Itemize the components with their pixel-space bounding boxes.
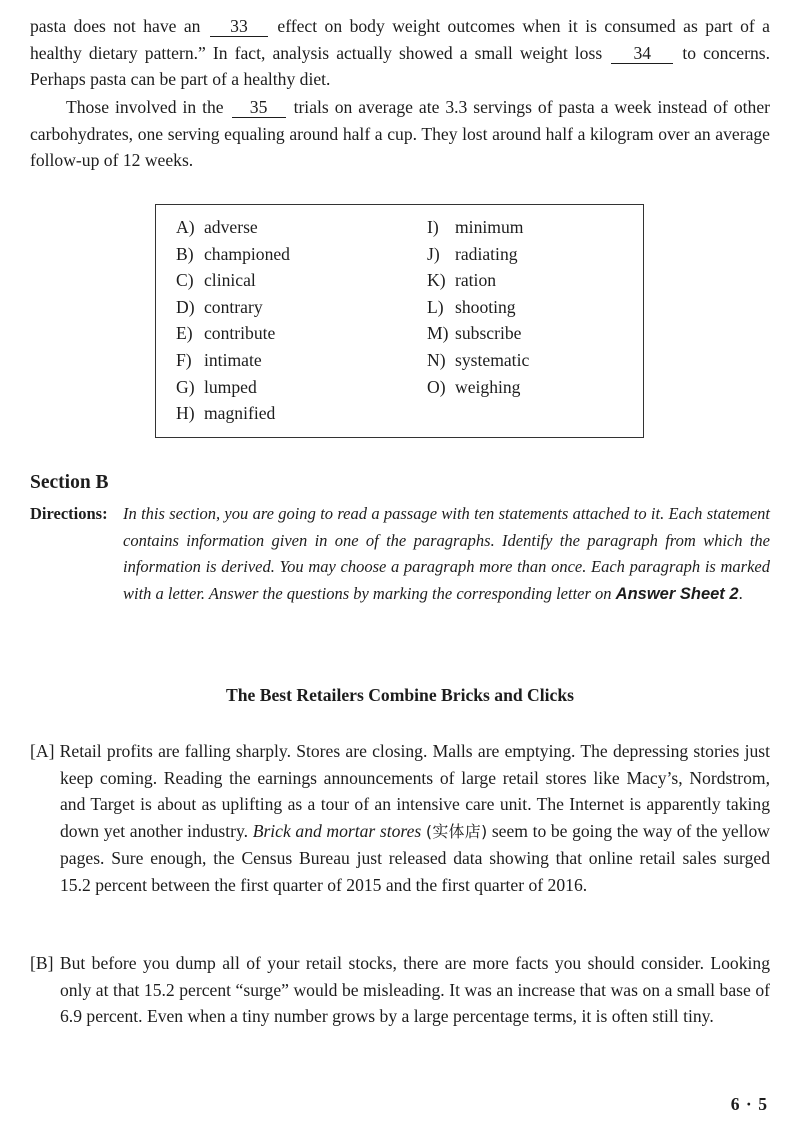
word-bank-right-column: [427, 214, 529, 400]
option-word: intimate: [204, 349, 262, 370]
paragraph-a-chinese-gloss: (实体店): [425, 821, 488, 841]
intro-paragraph-1: [30, 13, 770, 93]
word-option: [427, 294, 529, 321]
option-word: lumped: [204, 376, 257, 397]
word-option: [427, 374, 529, 401]
paragraph-a-italic: Brick and mortar stores: [252, 820, 422, 841]
paragraph-a: [30, 738, 770, 898]
intro-text: Perhaps pasta can be part of a healthy diet.: [30, 69, 331, 89]
paragraph-b-text: [B] But before you dump all of your retail stocks, there are more facts you should consider. Looking only at that 15.2 percent “surge” would be misleading. It was an increase that was on a small base of 6.9 percent. Even when a tiny number grows by a large percentage terms, it is often still tiny.: [30, 953, 770, 1026]
option-letter: G): [176, 376, 195, 397]
option-letter: L): [427, 296, 444, 317]
word-option: [176, 294, 290, 321]
intro-text: healthy dietary pattern.” In fact, analysis actually showed a small weight loss: [30, 42, 603, 63]
option-letter: M): [427, 323, 449, 344]
option-word: minimum: [455, 217, 524, 237]
option-letter: I): [427, 217, 439, 237]
intro-text: pasta does not have an: [30, 16, 201, 36]
option-word: championed: [204, 243, 290, 264]
answer-sheet-label: Answer Sheet 2: [615, 584, 739, 603]
option-letter: F): [176, 349, 192, 370]
paragraph-a-text: [A] Retail profits are falling sharply. Stores are closing. Malls are emptying. The depressing stories just keep coming. Reading the earnings announcements of large retail stores like Macy’s, Nordstrom, and Target is about as uplifting as a tour of an intensive care unit. The Internet is apparently taking down yet another industry.: [30, 741, 770, 841]
blank-33: 33: [210, 16, 268, 37]
word-option: [427, 320, 529, 347]
article-title: The Best Retailers Combine Bricks and Clicks: [226, 685, 574, 705]
directions-period: .: [738, 583, 743, 603]
intro-text: to concerns.: [682, 42, 771, 63]
directions-label: Directions:: [30, 504, 108, 523]
option-word: magnified: [204, 403, 276, 424]
intro-text: Those involved in the: [66, 97, 224, 117]
option-word: ration: [455, 270, 497, 291]
option-word: contribute: [204, 323, 276, 344]
paragraph-b: [30, 950, 770, 1030]
option-letter: O): [427, 376, 446, 397]
page-number: 6 · 5: [730, 1094, 768, 1114]
word-option: [176, 400, 290, 427]
option-letter: J): [427, 243, 440, 264]
option-letter: H): [176, 403, 195, 424]
word-option: [176, 241, 290, 268]
word-option: [176, 267, 290, 294]
blank-35: 35: [232, 97, 286, 118]
intro-text: effect on body weight outcomes when it is consumed as part of a: [277, 16, 770, 36]
word-option: [176, 347, 290, 374]
paragraph-a-text: seem to be going the way of the yellow pages. Sure enough, the Census Bureau just released data showing that online retail sales surged 15.2 percent between the first quarter of 2015 and the first quarter of 2016.: [60, 820, 770, 895]
option-letter: N): [427, 349, 446, 370]
option-letter: D): [176, 296, 195, 317]
directions-body: In this section, you are going to read a passage with ten statements attached to it. Each statement contains information given in one of the paragraphs. Identify the paragraph from which the information is derived. You may choose a paragraph more than once. Each paragraph is marked with a letter. Answer the questions by marking the corresponding letter on: [123, 504, 770, 603]
option-letter: A): [176, 217, 195, 237]
directions-text: [123, 501, 770, 607]
word-option: [176, 214, 290, 241]
word-bank-box: [155, 204, 644, 438]
option-word: subscribe: [455, 323, 522, 344]
option-word: adverse: [204, 217, 258, 237]
section-b-title: Section B: [30, 472, 109, 493]
word-option: [427, 347, 529, 374]
option-word: contrary: [204, 296, 263, 317]
option-word: shooting: [455, 296, 516, 317]
word-option: [176, 374, 290, 401]
intro-paragraph-2: [30, 94, 770, 174]
word-option: [427, 241, 529, 268]
option-word: radiating: [455, 243, 518, 264]
word-option: [427, 267, 529, 294]
word-option: [176, 320, 290, 347]
option-letter: K): [427, 270, 446, 291]
intro-text: trials on average ate 3.3 servings of pasta a week instead of other carbohydrates, one serving equaling around half a cup. They lost around half a kilogram over an average follow-up of 12 weeks.: [30, 97, 771, 170]
blank-34: 34: [611, 43, 673, 64]
word-option: [427, 214, 529, 241]
option-word: weighing: [455, 376, 521, 397]
option-letter: E): [176, 323, 193, 344]
option-letter: B): [176, 243, 194, 264]
option-word: systematic: [455, 349, 530, 370]
option-letter: C): [176, 270, 194, 291]
option-word: clinical: [204, 270, 256, 291]
word-bank-left-column: [176, 214, 290, 427]
